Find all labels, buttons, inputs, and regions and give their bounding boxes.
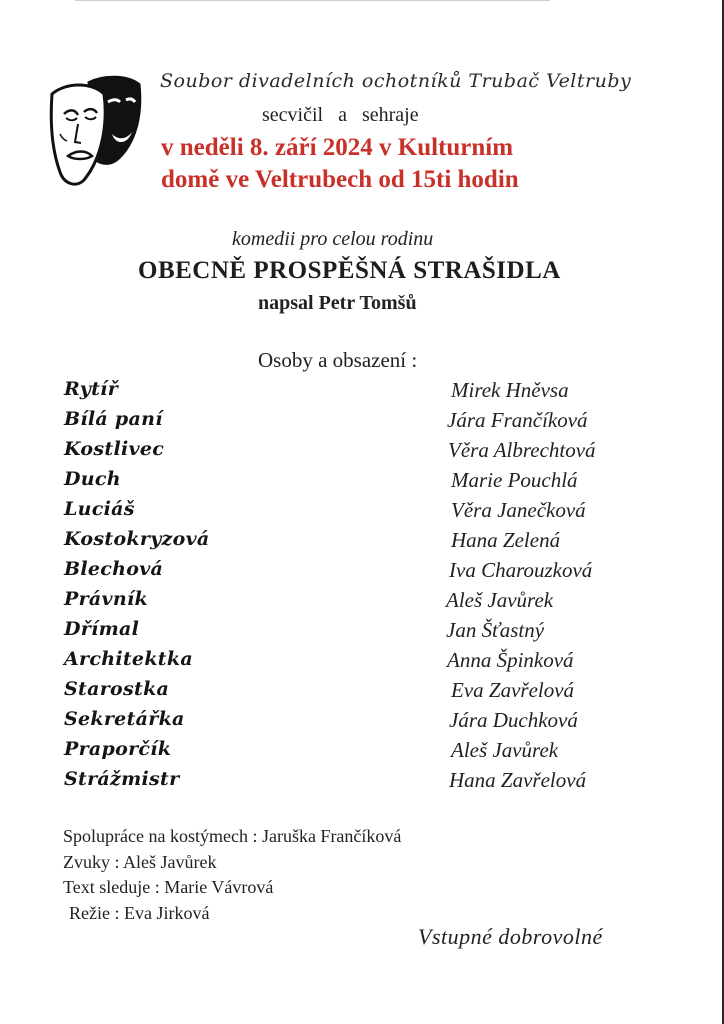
cast-actor: Jan Šťastný xyxy=(446,618,545,642)
cast-role: Strážmistr xyxy=(64,768,180,790)
cast-role: Kostokryzová xyxy=(64,528,210,550)
cast-heading: Osoby a obsazení : xyxy=(258,348,418,372)
cast-actor: Marie Pouchlá xyxy=(451,468,578,492)
rehearse-text: secvičil a sehraje xyxy=(262,104,419,126)
event-date-line-2: domě ve Veltrubech od 15ti hodin xyxy=(161,166,519,193)
cast-row xyxy=(0,618,724,648)
cast-actor: Aleš Javůrek xyxy=(451,738,559,762)
credit-sounds: Zvuky : Aleš Javůrek xyxy=(63,851,217,872)
cast-actor: Jára Frančíková xyxy=(447,408,588,432)
cast-actor: Jára Duchková xyxy=(449,708,578,732)
cast-row xyxy=(0,768,724,798)
credit-costumes: Spolupráce na kostýmech : Jaruška Frančíková xyxy=(63,826,402,846)
cast-role: Dřímal xyxy=(64,618,140,640)
cast-role: Sekretářka xyxy=(64,708,185,730)
cast-row xyxy=(0,408,724,438)
cast-role: Právník xyxy=(64,588,148,610)
cast-row xyxy=(0,588,724,618)
cast-actor: Iva Charouzková xyxy=(449,558,593,582)
cast-actor: Hana Zelená xyxy=(451,528,561,552)
play-author: napsal Petr Tomšů xyxy=(258,292,417,314)
cast-role: Luciáš xyxy=(64,498,135,520)
cast-row xyxy=(0,498,724,528)
cast-actor: Hana Zavřelová xyxy=(449,768,587,792)
cast-row xyxy=(0,468,724,498)
top-divider xyxy=(75,0,550,1)
cast-role: Bílá paní xyxy=(64,408,163,430)
cast-actor: Aleš Javůrek xyxy=(446,588,554,612)
cast-role: Starostka xyxy=(64,678,170,700)
cast-role: Praporčík xyxy=(64,738,172,760)
cast-actor: Věra Albrechtová xyxy=(448,438,596,462)
cast-row xyxy=(0,648,724,678)
cast-actor: Eva Zavřelová xyxy=(451,678,575,702)
play-title: OBECNĚ PROSPĚŠNÁ STRAŠIDLA xyxy=(138,257,561,284)
cast-actor: Mirek Hněvsa xyxy=(451,378,569,402)
play-subtitle: komedii pro celou rodinu xyxy=(232,228,434,250)
cast-actor: Anna Špinková xyxy=(447,648,574,672)
cast-role: Blechová xyxy=(64,558,164,580)
cast-row xyxy=(0,378,724,408)
cast-role: Duch xyxy=(64,468,121,490)
credits-block xyxy=(63,824,401,926)
credit-director: Režie : Eva Jirková xyxy=(69,902,210,923)
credit-prompter: Text sleduje : Marie Vávrová xyxy=(63,877,274,897)
troupe-name: Soubor divadelních ochotníků Trubač Veltruby xyxy=(160,70,632,92)
cast-row xyxy=(0,438,724,468)
cast-role: Rytíř xyxy=(64,378,119,400)
cast-row xyxy=(0,708,724,738)
theatre-masks-icon xyxy=(48,72,144,192)
cast-role: Architektka xyxy=(64,648,193,670)
cast-row xyxy=(0,738,724,768)
admission-note: Vstupné dobrovolné xyxy=(418,924,603,949)
cast-role: Kostlivec xyxy=(64,438,165,460)
cast-row xyxy=(0,528,724,558)
cast-row xyxy=(0,678,724,708)
cast-row xyxy=(0,558,724,588)
cast-actor: Věra Janečková xyxy=(451,498,586,522)
event-date-line-1: v neděli 8. září 2024 v Kulturním xyxy=(161,134,514,161)
